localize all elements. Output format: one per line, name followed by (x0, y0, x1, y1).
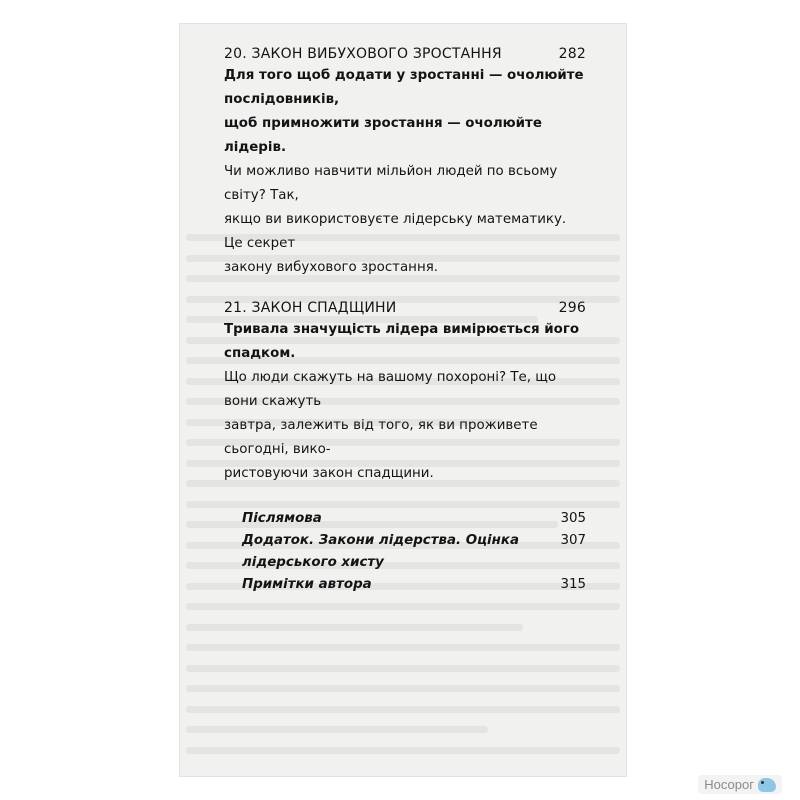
entry-description (224, 160, 586, 280)
appendix-title: Додаток. Закони лідерства. Оцінка лідерського хисту (242, 533, 520, 570)
entry-title: 21. ЗАКОН СПАДЩИНИ (224, 300, 397, 316)
lead-line: Тривала значущість лідера вимірюється його спадком. (224, 322, 580, 361)
appendix-item-afterword (242, 508, 586, 530)
appendix-page-number: 307 (560, 533, 586, 548)
entry-lead (224, 64, 586, 160)
lead-line: Для того щоб додати у зростанні — очолюйте послідовників, (224, 68, 584, 107)
appendix-page-number: 305 (560, 511, 586, 526)
toc-entry-21 (224, 300, 586, 486)
entry-heading-row (224, 46, 586, 62)
entry-page-number: 296 (558, 300, 586, 316)
entry-heading-row (224, 300, 586, 316)
bleed-line (186, 665, 620, 672)
bleed-line (186, 685, 620, 692)
appendix-title: Післямова (242, 511, 322, 526)
text-line: закону вибухового зростання. (224, 260, 439, 275)
text-line: якщо ви використовуєте лідерську математику. Це секрет (224, 212, 567, 251)
appendix-title: Примітки автора (242, 577, 372, 592)
bleed-line (186, 603, 620, 610)
appendix-list (224, 508, 586, 596)
text-line: Чи можливо навчити мільйон людей по всьому світу? Так, (224, 164, 558, 203)
bleed-line (186, 706, 620, 713)
appendix-item-author-notes (242, 574, 586, 596)
watermark-text: Носорог (704, 777, 754, 792)
book-page (180, 24, 626, 776)
store-watermark (698, 775, 782, 794)
appendix-page-number: 315 (560, 577, 586, 592)
bleed-line (186, 624, 523, 631)
table-of-contents (224, 46, 586, 596)
appendix-item-addendum (242, 530, 586, 574)
entry-title: 20. ЗАКОН ВИБУХОВОГО ЗРОСТАННЯ (224, 46, 502, 62)
text-line: Що люди скажуть на вашому похороні? Те, що вони скажуть (224, 370, 557, 409)
bleed-line (186, 726, 488, 733)
hippo-icon (758, 778, 776, 792)
toc-entry-20 (224, 46, 586, 280)
lead-line: щоб примножити зростання — очолюйте лідерів. (224, 116, 542, 155)
text-line: ристовуючи закон спадщини. (224, 466, 434, 481)
bleed-line (186, 644, 620, 651)
text-line: завтра, залежить від того, як ви проживете сьогодні, вико- (224, 418, 538, 457)
bleed-line (186, 747, 620, 754)
entry-lead (224, 318, 586, 366)
entry-description (224, 366, 586, 486)
entry-page-number: 282 (558, 46, 586, 62)
